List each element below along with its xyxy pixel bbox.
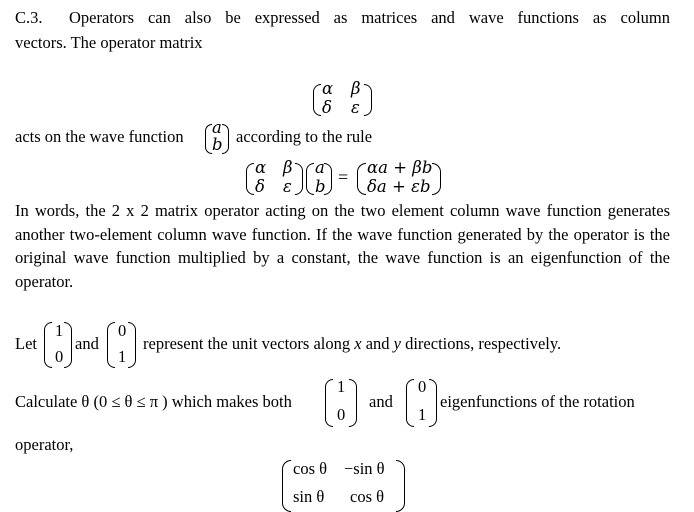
calc-x-top: 1 — [337, 377, 346, 396]
acts-text: acts on the wave function — [15, 127, 184, 146]
let-and: and — [75, 334, 99, 353]
intro-line-2: vectors. The operator matrix — [15, 33, 203, 52]
operator-label: operator, — [15, 435, 74, 454]
rot-a22: cos θ — [350, 487, 385, 506]
represent-text: represent the unit vectors along — [143, 334, 351, 353]
calc-x-bottom: 0 — [337, 405, 346, 424]
rot-a12: −sin θ — [344, 459, 385, 478]
equals-sign: = — [338, 167, 349, 187]
calc-y-bottom: 1 — [418, 405, 427, 424]
matrix-a21: δ — [322, 98, 332, 117]
eigen-text: eigenfunctions of the rotation — [440, 392, 635, 411]
intro-line-1: Operators can also be expressed as matrices and wave functions as column — [69, 8, 670, 27]
rule-vec-top: a — [315, 158, 325, 177]
rule-a21: δ — [255, 177, 265, 196]
represent-line — [143, 334, 561, 354]
rule-a12: β — [283, 158, 293, 177]
and-mid: and — [365, 334, 390, 353]
calc-and: and — [369, 392, 393, 411]
rule-a11: α — [255, 158, 267, 177]
directions-text: directions, respectively. — [405, 334, 562, 353]
calculate-text: Calculate θ (0 ≤ θ ≤ π ) which makes both — [15, 392, 292, 411]
let-label: Let — [15, 334, 37, 353]
unit-x-top: 1 — [55, 321, 64, 340]
x-variable: x — [354, 334, 362, 353]
unit-y-top: 0 — [118, 321, 127, 340]
according-text: according to the rule — [236, 127, 373, 146]
rot-a21: sin θ — [293, 487, 325, 506]
words-paragraph: In words, the 2 x 2 matrix operator acting on the two element column wave function generates another two-element column wave function. If the wave function generated by the operator is the original wave function multiplied by a constant, the wave function is an eigenfunction of the operator. — [15, 201, 670, 291]
calc-y-top: 0 — [418, 377, 427, 396]
unit-y-bottom: 1 — [118, 347, 127, 366]
matrix-a11: α — [322, 79, 334, 98]
rule-result-top: αa + βb — [367, 158, 433, 177]
rot-a11: cos θ — [293, 459, 328, 478]
rule-vec-bottom: b — [315, 177, 326, 196]
unit-x-bottom: 0 — [55, 347, 64, 366]
matrix-a22: ε — [351, 98, 360, 117]
vector-top: a — [212, 118, 222, 137]
vector-bottom: b — [212, 135, 223, 154]
rule-a22: ε — [283, 177, 292, 196]
y-variable: y — [393, 334, 401, 353]
matrix-a12: β — [351, 79, 361, 98]
problem-number: C.3. — [15, 8, 43, 27]
rule-result-bottom: δa + εb — [367, 177, 431, 196]
